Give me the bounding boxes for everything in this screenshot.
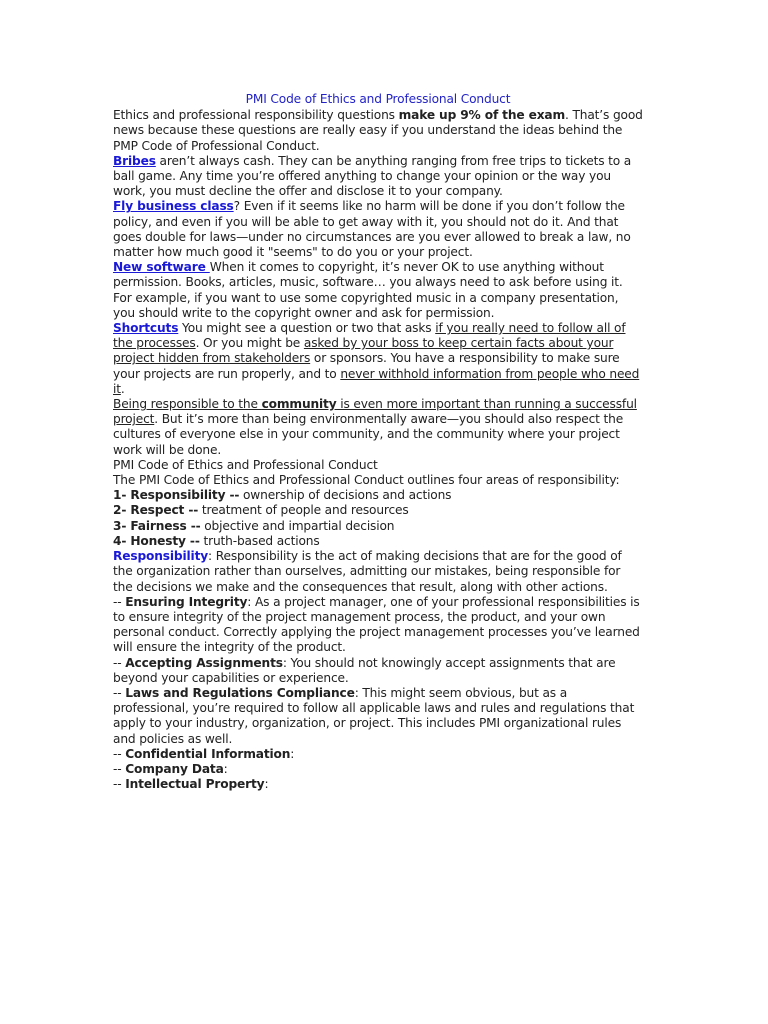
item-label: Ensuring Integrity xyxy=(125,594,248,609)
shortcuts-text-1: You might see a question or two that asks xyxy=(178,321,436,336)
intro-text: Ethics and professional responsibility questions xyxy=(113,108,399,123)
ip-item xyxy=(113,777,643,792)
item-text: : You should not knowingly accept assignments that are beyond your capabilities or experience. xyxy=(113,655,616,685)
software-text: When it comes to copyright, it’s never OK to use anything without permission. Books, articles, music, software… you always need to ask before using it. For example, if you want to use some copyrighted music in a company presentation, you should write to the copyright owner and ask for permission. xyxy=(113,260,623,320)
bribes-text: aren’t always cash. They can be anything ranging from free trips to tickets to a ball game. Any time you’re offered anything to change your opinion or the way you work, you must decline the offer and disclose it to your company. xyxy=(113,153,632,199)
area-item xyxy=(113,534,643,549)
item-label: Company Data xyxy=(125,761,224,776)
compliance-item xyxy=(113,686,643,747)
item-prefix: -- xyxy=(113,685,126,700)
shortcuts-link[interactable]: Shortcuts xyxy=(113,321,179,336)
new-software-link[interactable]: New software xyxy=(113,260,210,275)
area-item xyxy=(113,503,643,518)
confidential-item xyxy=(113,747,643,762)
item-label: Confidential Information xyxy=(125,746,291,761)
area-item xyxy=(113,488,643,503)
shortcuts-text-4: . xyxy=(120,381,125,396)
item-label: Intellectual Property xyxy=(125,777,265,792)
community-post: is even more important than running a successful project xyxy=(113,397,637,427)
code-intro: The PMI Code of Ethics and Professional Conduct outlines four areas of responsibility: xyxy=(113,473,620,488)
shortcuts-text-2: . Or you might be xyxy=(195,336,304,351)
shortcuts-underline-1: if you really need to follow all of the processes xyxy=(113,321,626,351)
item-prefix: -- xyxy=(113,777,126,792)
item-text: : xyxy=(290,746,295,761)
item-prefix: -- xyxy=(113,594,126,609)
community-pre: Being responsible to the xyxy=(113,397,262,412)
community-text: . But it’s more than being environmentally aware—you should also respect the cultures of everyone else in your community, and the community where your project work will be done. xyxy=(113,412,624,457)
area-label: 2- Respect -- xyxy=(113,503,199,518)
code-heading: PMI Code of Ethics and Professional Conduct xyxy=(113,457,378,472)
area-desc: objective and impartial decision xyxy=(200,518,395,533)
item-text: : This might seem obvious, but as a professional, you’re required to follow all applicable laws and rules and regulations that apply to your industry, organization, or project. This includes PMI organizational rules and policies as well. xyxy=(113,685,635,746)
intro-highlight: make up 9% of the exam xyxy=(398,108,566,123)
intro-text-rest: . That’s good news because these questions are really easy if you understand the ideas behind the PMP Code of Professional Conduct. xyxy=(113,108,643,153)
area-desc: treatment of people and resources xyxy=(198,503,409,518)
responsibility-text: : Responsibility is the act of making decisions that are for the good of the organization rather than ourselves, admitting our mistakes, being responsible for the decisions we make and the consequences that result, along with other actions. xyxy=(113,549,622,594)
item-text: : xyxy=(264,777,269,792)
item-label: Laws and Regulations Compliance xyxy=(125,685,355,700)
area-label: 4- Honesty -- xyxy=(113,533,200,548)
shortcuts-underline-2: asked by your boss to keep certain facts about your project hidden from stakeholders xyxy=(113,336,614,366)
area-desc: ownership of decisions and actions xyxy=(239,488,452,503)
responsibility-label: Responsibility xyxy=(113,549,209,564)
community-paragraph xyxy=(113,397,643,458)
integrity-item xyxy=(113,595,643,656)
assignments-item xyxy=(113,656,643,686)
item-label: Accepting Assignments xyxy=(125,655,283,670)
item-prefix: -- xyxy=(113,746,126,761)
document-body xyxy=(113,92,643,792)
item-prefix: -- xyxy=(113,655,126,670)
fly-paragraph xyxy=(113,199,643,260)
area-desc: truth-based actions xyxy=(199,533,320,548)
company-data-item xyxy=(113,762,643,777)
shortcuts-underline-3: never withhold information from people who need it xyxy=(113,366,640,396)
fly-business-class-link[interactable]: Fly business class xyxy=(113,199,234,214)
item-text: : As a project manager, one of your professional responsibilities is to ensure integrity of the project management process, the product, and your own personal conduct. Correctly applying the project management processes you’ve learned will ensure the integrity of the product. xyxy=(113,594,640,655)
item-prefix: -- xyxy=(113,761,126,776)
shortcuts-text-3: or sponsors. You have a responsibility to make sure your projects are run properly, and to xyxy=(113,351,620,381)
area-label: 3- Fairness -- xyxy=(113,518,201,533)
intro-paragraph xyxy=(113,108,643,154)
bribes-paragraph xyxy=(113,154,643,200)
area-item xyxy=(113,519,643,534)
shortcuts-paragraph xyxy=(113,321,643,397)
community-bold: community xyxy=(261,397,337,412)
responsibility-paragraph xyxy=(113,549,643,595)
fly-text: ? Even if it seems like no harm will be done if you don’t follow the policy, and even if you will be able to get away with it, you should not do it. And that goes double for laws—under no circumstances are you ever allowed to break a law, no matter how much good it "seems" to do you or your project. xyxy=(113,199,631,260)
area-label: 1- Responsibility -- xyxy=(113,488,240,503)
page-title: PMI Code of Ethics and Professional Conduct xyxy=(245,92,511,106)
item-text: : xyxy=(223,761,228,776)
software-paragraph xyxy=(113,260,643,321)
bribes-link[interactable]: Bribes xyxy=(113,153,156,168)
